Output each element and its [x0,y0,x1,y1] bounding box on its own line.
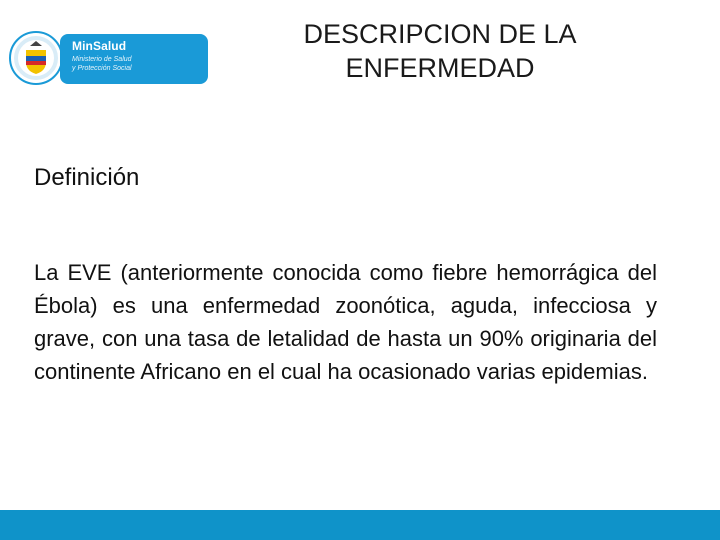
definition-paragraph: La EVE (anteriormente conocida como fiebre hemorrágica del Ébola) es una enfermedad zoonótica, aguda, infecciosa y grave, con una tasa de letalidad de hasta un 90% originaria del continente Africano en el cual ha ocasionado varias epidemias. [34,260,657,384]
slide-title: DESCRIPCION DE LA ENFERMEDAD [303,19,577,83]
minsalud-logo [6,28,208,88]
footer-bar [0,510,720,540]
brand-subtitle [72,55,192,73]
section-heading: Definición [34,164,140,191]
colombia-coat-of-arms-icon [8,30,64,86]
brand-subtitle-line2: y Protección Social [72,65,132,72]
minsalud-brand-box [60,34,208,84]
brand-name: MinSalud [72,39,127,53]
brand-subtitle-line1: Ministerio de Salud [72,56,132,63]
